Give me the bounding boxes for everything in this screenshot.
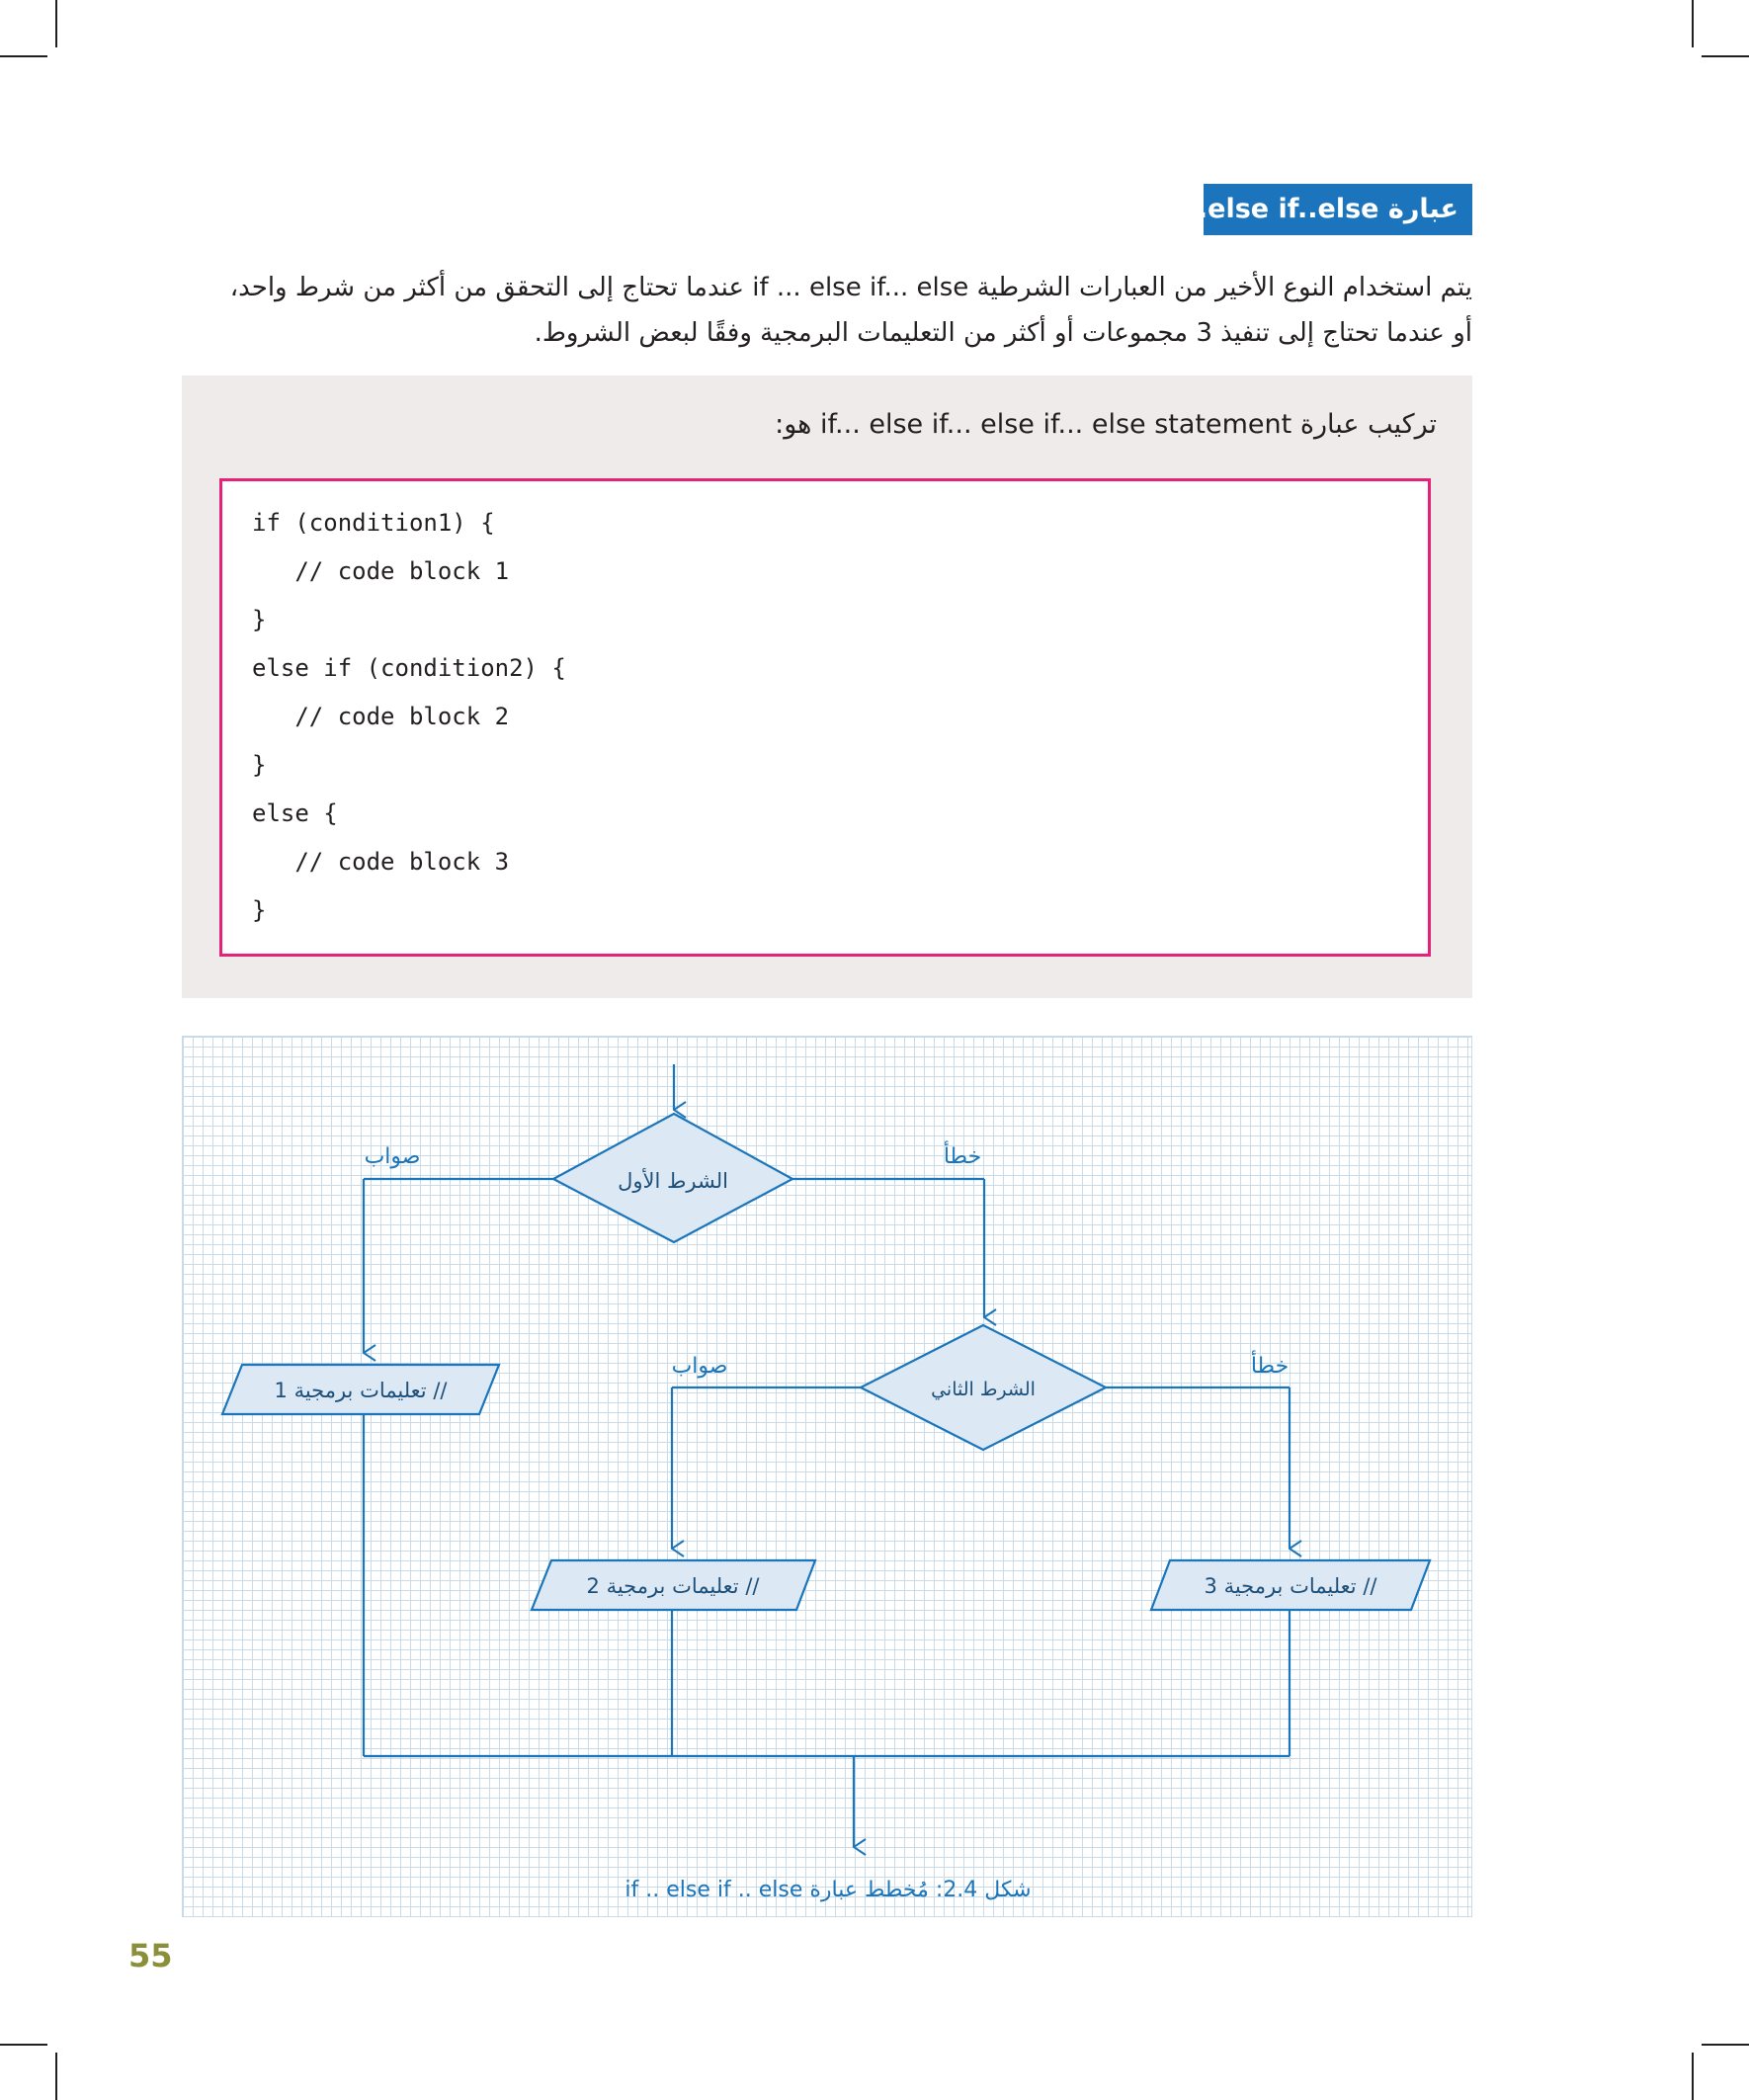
crop-mark — [1702, 2044, 1749, 2046]
false-label: خطأ — [943, 1144, 982, 1169]
true-label: صواب — [364, 1144, 421, 1169]
code-line: // code block 3 — [252, 848, 510, 876]
crop-mark — [0, 55, 47, 57]
code-line: } — [252, 751, 267, 779]
syntax-box — [182, 376, 1472, 998]
intro-paragraph — [178, 265, 1472, 356]
crop-mark — [1702, 55, 1749, 57]
block2-label: // تعليمات برمجية 2 — [586, 1574, 760, 1598]
code-line: // code block 1 — [252, 557, 510, 585]
block3-label: // تعليمات برمجية 3 — [1204, 1574, 1377, 1598]
page-number: 55 — [128, 1937, 173, 1974]
intro-line: يتم استخدام النوع الأخير من العبارات الشرطية if ... else if... else عندما تحتاج إلى التحقق من أكثر من شرط واحد، — [229, 273, 1472, 302]
crop-mark — [55, 0, 57, 47]
intro-line: أو عندما تحتاج إلى تنفيذ 3 مجموعات أو أكثر من التعليمات البرمجية وفقًا لبعض الشروط. — [534, 318, 1472, 348]
false-label: خطأ — [1250, 1354, 1290, 1379]
code-block — [219, 478, 1431, 957]
block1-label: // تعليمات برمجية 1 — [274, 1379, 448, 1402]
code-line: else if (condition2) { — [252, 654, 566, 682]
code-line: else { — [252, 799, 338, 827]
crop-mark — [55, 2053, 57, 2100]
condition2-label: الشرط الثاني — [931, 1379, 1036, 1400]
syntax-caption: تركيب عبارة if... else if... else if... else statement هو: — [775, 409, 1437, 440]
code-line: // code block 2 — [252, 703, 510, 730]
crop-mark — [1692, 0, 1694, 47]
flowchart-area — [182, 1036, 1472, 1917]
code-line: } — [252, 606, 267, 633]
code-line: } — [252, 896, 267, 924]
crop-mark — [0, 2044, 47, 2046]
code-line: if (condition1) { — [252, 509, 495, 537]
condition1-label: الشرط الأول — [618, 1169, 728, 1193]
figure-caption: شكل 2.4: مُخطط عبارة if .. else if .. else — [625, 1878, 1032, 1902]
crop-mark — [1692, 2053, 1694, 2100]
section-title: عبارة if..else if..else — [1204, 184, 1472, 235]
flowchart — [183, 1037, 1473, 1918]
true-label: صواب — [671, 1354, 728, 1379]
